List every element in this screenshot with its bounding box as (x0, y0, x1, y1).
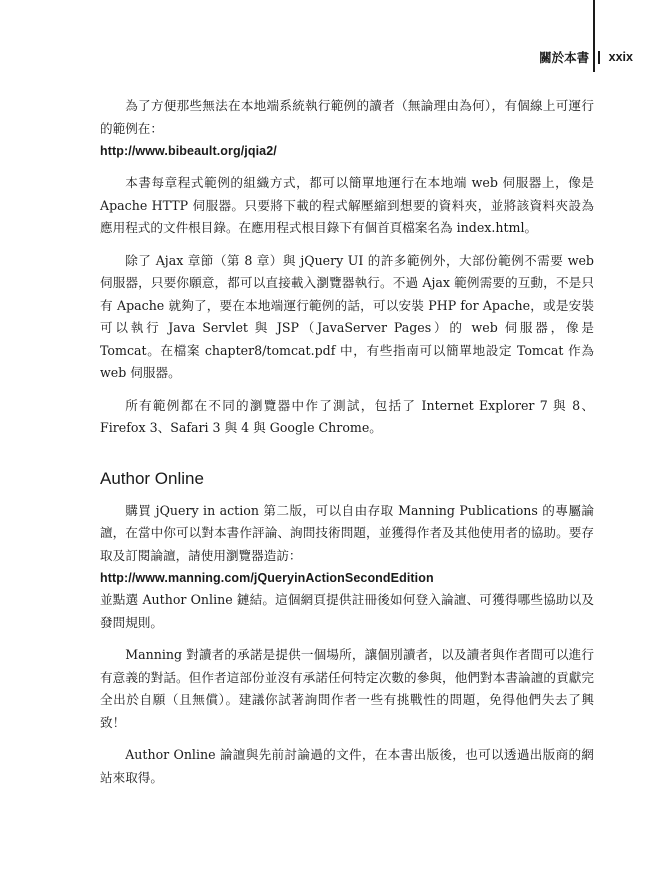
running-header (539, 48, 633, 66)
header-separator (598, 51, 600, 64)
intro-paragraph-online-examples: 為了方便那些無法在本地端系統執行範例的讀者（無論理由為何），有個線上可運行的範例在： (100, 98, 594, 136)
intro-paragraph-browsers: 所有範例都在不同的瀏覽器中作了測試，包括了 Internet Explorer 7 與 8、Firefox 3、Safari 3 與 4 與 Google Chrome。 (100, 397, 594, 435)
forum-url[interactable]: http://www.manning.com/jQueryinActionSecondEdition (100, 571, 434, 585)
intro-paragraph-ajax: 除了 Ajax 章節（第 8 章）與 jQuery UI 的許多範例外，大部份範例不需要 web 伺服器，只要你願意，都可以直接載入瀏覽器執行。不過 Ajax 範例需要的互動，不是只有 Apache 就夠了，要在本地端運行範例的話，可以安裝 PHP for Apache，或是安裝可以執行 Java Servlet 與 JSP（JavaServer Pages）的 web 伺服器，像是 Tomcat。在檔案 chapter8/tomcat.pdf 中，有些指南可以簡單地設定 Tomcat 作為 web 伺服器。 (100, 252, 594, 380)
intro-paragraph-web-server: 本書每章程式範例的組織方式，都可以簡單地運行在本地端 web 伺服器上，像是 Apache HTTP 伺服器。只要將下載的程式解壓縮到想要的資料夾，並將該資料夾設為應用程式的文件根目錄。在應用程式根目錄下有個首頁檔案名為 index.html。 (100, 175, 594, 235)
author-online-paragraph-commitment: Manning 對讀者的承諾是提供一個場所，讓個別讀者，以及讀者與作者間可以進行有意義的對話。但作者這部份並沒有承諾任何特定次數的參與，他們對本書論譠的貢獻完全出於自願（且無償）。建議你試著詢問作者一些有挑戰性的問題，免得他們失去了興致！ (100, 647, 594, 730)
author-online-paragraph-availability: Author Online 論譠與先前討論過的文件，在本書出版後，也可以透過出版商的網站來取得。 (100, 747, 594, 785)
chapter-title: 關於本書 (539, 51, 590, 65)
author-online-paragraph-forum-cont: 並點選 Author Online 鏈結。這個網頁提供註冊後如何登入論譠、可獲得哪些協助以及發問規則。 (100, 592, 594, 630)
examples-url[interactable]: http://www.bibeault.org/jqia2/ (100, 144, 277, 158)
author-online-paragraph-forum: 購買 jQuery in action 第二版，可以自由存取 Manning Publications 的專屬論譠，在當中你可以對本書作評論、詢問技術問題，並獲得作者及其他使用者的協助。要存取及訂閱論譠，請使用瀏覽器造訪： (100, 502, 594, 563)
page-number: xxix (608, 50, 633, 64)
section-heading-author-online: Author Online (100, 468, 204, 488)
page-body (100, 95, 594, 789)
